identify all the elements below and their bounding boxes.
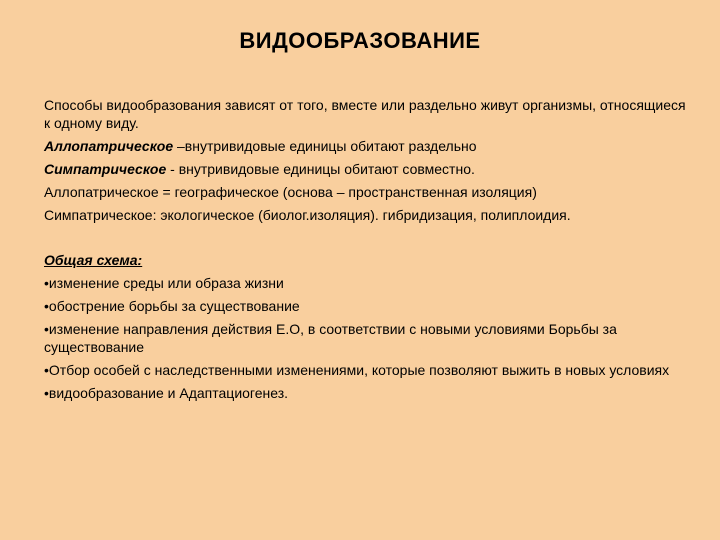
- scheme-heading-text: Общая схема:: [44, 252, 143, 268]
- allopatric-definition: [44, 137, 694, 155]
- scheme-item: •изменение среды или образа жизни: [44, 275, 284, 291]
- scheme-heading: [44, 251, 694, 269]
- sympatric-definition: [44, 160, 694, 178]
- sympatric-line: Симпатрическое: экологическое (биолог.изоляция). гибридизация, полиплоидия.: [44, 207, 571, 223]
- allopatric-text: –внутривидовые единицы обитают раздельно: [173, 138, 477, 154]
- sympatric-term: Симпатрическое: [44, 161, 167, 177]
- scheme-item: •Отбор особей с наследственными изменениями, которые позволяют выжить в новых условиях: [44, 362, 670, 378]
- slide-title: ВИДООБРАЗОВАНИЕ: [239, 28, 481, 53]
- paragraph-spacer: [44, 229, 694, 251]
- scheme-item: •изменение направления действия Е.О, в соответствии с новыми условиями Борьбы за существование: [44, 321, 617, 355]
- scheme-item: •видообразование и Адаптациогенез.: [44, 385, 289, 401]
- allopatric-term: Аллопатрическое: [44, 138, 174, 154]
- slide-body: [44, 96, 694, 402]
- allopatric-line: Аллопатрическое = географическое (основа – пространственная изоляция): [44, 184, 537, 200]
- intro-paragraph: Способы видообразования зависят от того, вместе или раздельно живут организмы, относящиеся к одному виду.: [44, 97, 686, 131]
- scheme-item: •обострение борьбы за существование: [44, 298, 300, 314]
- sympatric-text: - внутривидовые единицы обитают совместно.: [166, 161, 475, 177]
